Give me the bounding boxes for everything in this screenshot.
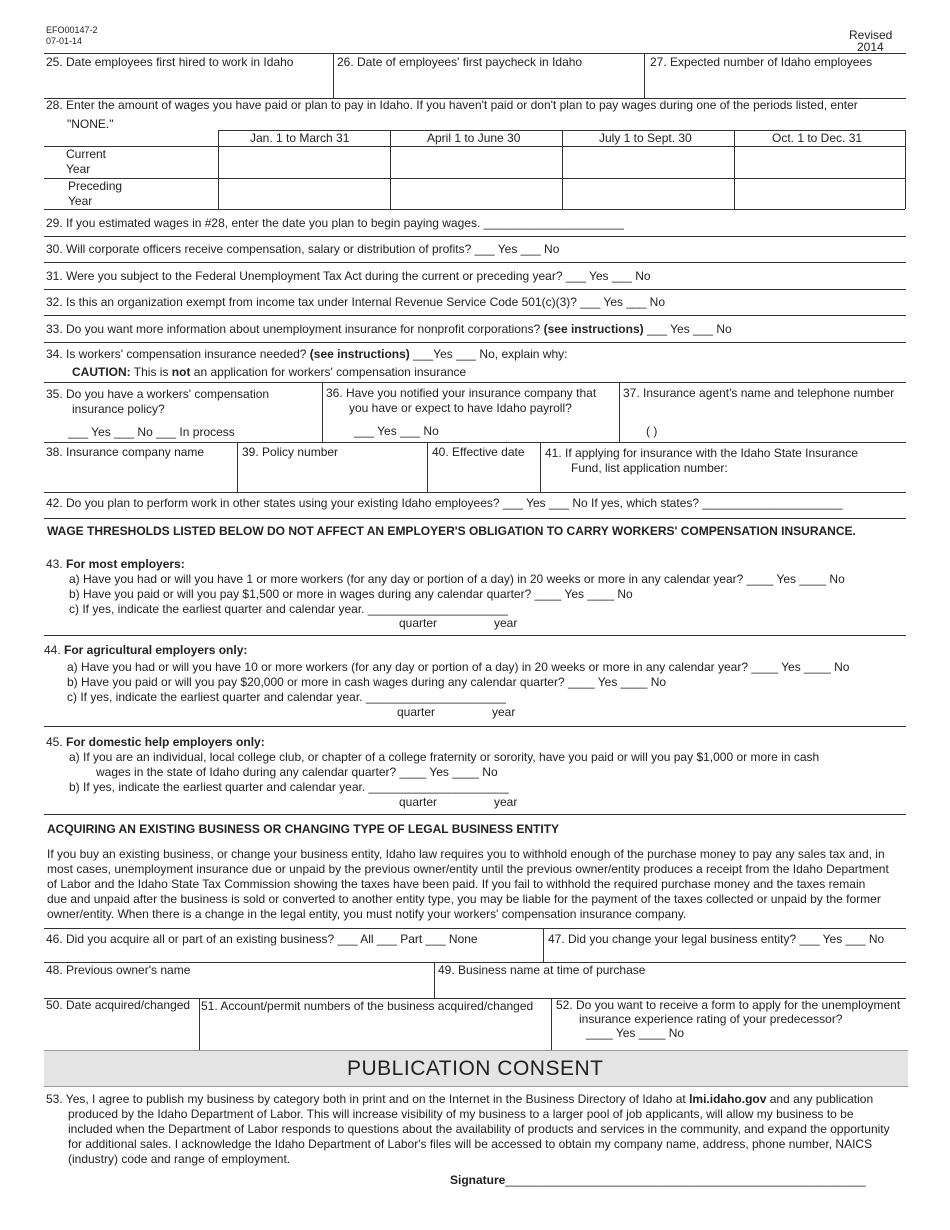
q39-label: 39. Policy number <box>242 445 339 459</box>
q30-label: 30. Will corporate officers receive compensation, salary or distribution of profits? ___ Yes ___ No <box>46 242 560 256</box>
q53-line: produced by the Idaho Department of Labor. This will increase visibility of my business to a larger pool of job applicants, will allow my business to be <box>68 1107 854 1121</box>
divider <box>562 130 563 209</box>
q47-label: 47. Did you change your legal business entity? ___ Yes ___ No <box>548 932 885 946</box>
q44-title: 44. For agricultural employers only: <box>44 643 248 657</box>
row-preceding-year: Year <box>68 194 93 208</box>
q37-phone-paren: ( ) <box>646 424 658 438</box>
q41-line1: 41. If applying for insurance with the Idaho State Insurance <box>545 446 858 460</box>
q36-line1: 36. Have you notified your insurance company that <box>326 386 597 400</box>
col-q2: April 1 to June 30 <box>427 131 521 145</box>
acquiring-line: owner/entity. When there is a change in the legal entity, you must notify your workers' compensation insurance company. <box>47 907 687 921</box>
divider <box>427 442 428 492</box>
divider <box>734 130 735 209</box>
divider <box>322 382 323 442</box>
signature-line[interactable]: ______________________________________________________ <box>505 1173 866 1187</box>
divider <box>44 442 906 443</box>
col-q4: Oct. 1 to Dec. 31 <box>772 131 863 145</box>
divider <box>44 928 906 929</box>
divider <box>44 814 906 815</box>
q53-line: (industry) code and range of employment. <box>68 1152 291 1166</box>
divider <box>44 726 906 727</box>
wage-table-line <box>44 146 905 147</box>
q43-year-label: year <box>494 616 518 630</box>
q45-a2: wages in the state of Idaho during any calendar quarter? ____ Yes ____ No <box>96 765 498 779</box>
q35-options: ___ Yes ___ No ___ In process <box>68 425 235 439</box>
q43-b: b) Have you paid or will you pay $1,500 or more in wages during any calendar quarter? ____ Yes ____ No <box>69 587 633 601</box>
divider <box>44 518 906 519</box>
q44-b: b) Have you paid or will you pay $20,000 or more in cash wages during any calendar quarter? ____ Yes ____ No <box>67 675 667 689</box>
signature-field[interactable] <box>450 1173 866 1188</box>
acquiring-line: most cases, unemployment insurance due or unpaid by the previous owner/entity until the previous owner/entity produces a receipt from the Idaho Department <box>47 862 889 876</box>
q46-label: 46. Did you acquire all or part of an existing business? ___ All ___ Part ___ None <box>46 932 478 946</box>
acquiring-title: ACQUIRING AN EXISTING BUSINESS OR CHANGING TYPE OF LEGAL BUSINESS ENTITY <box>47 822 560 836</box>
divider <box>44 342 906 343</box>
divider <box>218 130 219 209</box>
form-id: EFO00147-2 <box>46 25 98 35</box>
q27-label: 27. Expected number of Idaho employees <box>650 55 873 69</box>
q44-a: a) Have you had or will you have 10 or more workers (for any day or portion of a day) in 20 weeks or more in any calendar year? ____ Yes ____ No <box>67 660 850 674</box>
q45-b: b) If yes, indicate the earliest quarter and calendar year. _____________________ <box>69 780 509 794</box>
q51-label: 51. Account/permit numbers of the business acquired/changed <box>201 999 534 1013</box>
wage-table-line <box>44 178 905 179</box>
q53-line: for additional sales. I acknowledge the Idaho Department of Labor's files will be accessed to obtain my company name, address, phone number, NAICS <box>68 1137 873 1151</box>
q52-line2: insurance experience rating of your predecessor? <box>579 1012 843 1026</box>
q44-c: c) If yes, indicate the earliest quarter and calendar year. _____________________ <box>67 690 506 704</box>
q36-line2: you have or expect to have Idaho payroll? <box>349 401 572 415</box>
divider <box>44 315 906 316</box>
q31-label: 31. Were you subject to the Federal Unemployment Tax Act during the current or preceding year? ___ Yes ___ No <box>46 269 651 283</box>
divider <box>44 635 906 636</box>
q44-year-label: year <box>492 705 516 719</box>
q43-c: c) If yes, indicate the earliest quarter and calendar year. _____________________ <box>69 602 508 616</box>
signature-label: Signature <box>450 1173 506 1187</box>
q26-label: 26. Date of employees' first paycheck in Idaho <box>337 55 583 69</box>
divider <box>543 928 544 962</box>
q52-line3: ____ Yes ____ No <box>586 1026 685 1040</box>
q52-line1: 52. Do you want to receive a form to apply for the unemployment <box>556 998 901 1012</box>
divider <box>434 962 435 998</box>
q40-label: 40. Effective date <box>432 445 525 459</box>
acquiring-line: of Labor and the Idaho State Tax Commission showing the taxes have been paid. If you fail to withhold the required purchase money and the taxes remain <box>47 877 866 891</box>
q38-label: 38. Insurance company name <box>46 445 205 459</box>
q45-quarter-label: quarter <box>399 795 438 809</box>
divider <box>44 382 906 383</box>
q42-label: 42. Do you plan to perform work in other states using your existing Idaho employees? ___ Yes ___ No If yes, which states? _____________________ <box>46 496 843 510</box>
divider <box>905 130 906 209</box>
divider <box>44 53 906 54</box>
q36-options: ___ Yes ___ No <box>354 424 439 438</box>
q53-line: included when the Department of Labor responds to questions about the availability of products and services in the community, and expand the opportunity <box>68 1122 890 1136</box>
divider <box>237 442 238 492</box>
divider <box>44 289 906 290</box>
col-q1: Jan. 1 to March 31 <box>250 131 350 145</box>
divider <box>44 236 906 237</box>
divider <box>199 998 200 1050</box>
revised-label: Revised <box>849 28 893 42</box>
revised-year: 2014 <box>857 40 884 54</box>
q33-label: 33. Do you want more information about unemployment insurance for nonprofit corporations? (see instructions) ___ Yes ___ No <box>46 322 732 336</box>
q41-line2: Fund, list application number: <box>571 461 728 475</box>
divider <box>540 442 541 492</box>
q43-quarter-label: quarter <box>399 616 438 630</box>
divider <box>390 130 391 209</box>
q29-label: 29. If you estimated wages in #28, enter the date you plan to begin paying wages. _____________________ <box>46 216 624 230</box>
q25-label: 25. Date employees first hired to work in Idaho <box>46 55 294 69</box>
q48-label: 48. Previous owner's name <box>46 963 191 977</box>
divider <box>619 382 620 442</box>
q32-label: 32. Is this an organization exempt from income tax under Internal Revenue Service Code 501(c)(3)? ___ Yes ___ No <box>46 295 666 309</box>
publication-consent-title: PUBLICATION CONSENT <box>347 1057 604 1080</box>
divider <box>551 998 552 1050</box>
q45-year-label: year <box>494 795 518 809</box>
divider <box>44 262 906 263</box>
acquiring-line: If you buy an existing business, or change your business entity, Idaho law requires you to withhold enough of the purchase money to pay any sales tax and, in <box>47 847 885 861</box>
col-q3: July 1 to Sept. 30 <box>599 131 692 145</box>
q28-line2: "NONE." <box>67 117 114 131</box>
q34-caution: CAUTION: This is not an application for workers' compensation insurance <box>72 365 467 379</box>
row-current-year: Year <box>66 162 91 176</box>
q45-title: 45. For domestic help employers only: <box>46 735 265 749</box>
q53-line1: 53. Yes, I agree to publish my business by category both in print and on the Internet in the Business Directory of Idaho at lmi.idaho.gov and any publication <box>46 1092 874 1106</box>
divider <box>333 53 334 98</box>
wage-threshold-notice: WAGE THRESHOLDS LISTED BELOW DO NOT AFFECT AN EMPLOYER'S OBLIGATION TO CARRY WORKERS' COMPENSATION INSURANCE. <box>47 524 856 538</box>
wage-table-bottom <box>44 209 905 210</box>
q37-label: 37. Insurance agent's name and telephone number <box>623 386 895 400</box>
q44-quarter-label: quarter <box>397 705 436 719</box>
acquiring-line: due and unpaid after the business is sold or converted to another entity type, you may be liable for the payment of the taxes collected or unpaid by the former <box>47 892 881 906</box>
form-date: 07-01-14 <box>46 36 83 46</box>
q50-label: 50. Date acquired/changed <box>46 998 191 1012</box>
q45-a1: a) If you are an individual, local college club, or chapter of a college fraternity or sorority, have you paid or will you pay $1,000 or more in cash <box>69 750 820 764</box>
divider <box>44 492 906 493</box>
divider <box>644 53 645 98</box>
q35-line2: insurance policy? <box>72 402 165 416</box>
q28-line1: 28. Enter the amount of wages you have paid or plan to pay in Idaho. If you haven't paid or don't plan to pay wages during one of the periods listed, enter <box>46 98 858 112</box>
q43-title: 43. For most employers: <box>46 557 185 571</box>
q35-line1: 35. Do you have a workers' compensation <box>46 387 270 401</box>
q34-label: 34. Is workers' compensation insurance needed? (see instructions) ___Yes ___ No, explain why: <box>46 347 568 361</box>
q43-a: a) Have you had or will you have 1 or more workers (for any day or portion of a day) in 20 weeks or more in any calendar year? ____ Yes ____ No <box>69 572 845 586</box>
q49-label: 49. Business name at time of purchase <box>438 963 646 977</box>
row-current: Current <box>66 147 107 161</box>
row-preceding: Preceding <box>68 179 123 193</box>
